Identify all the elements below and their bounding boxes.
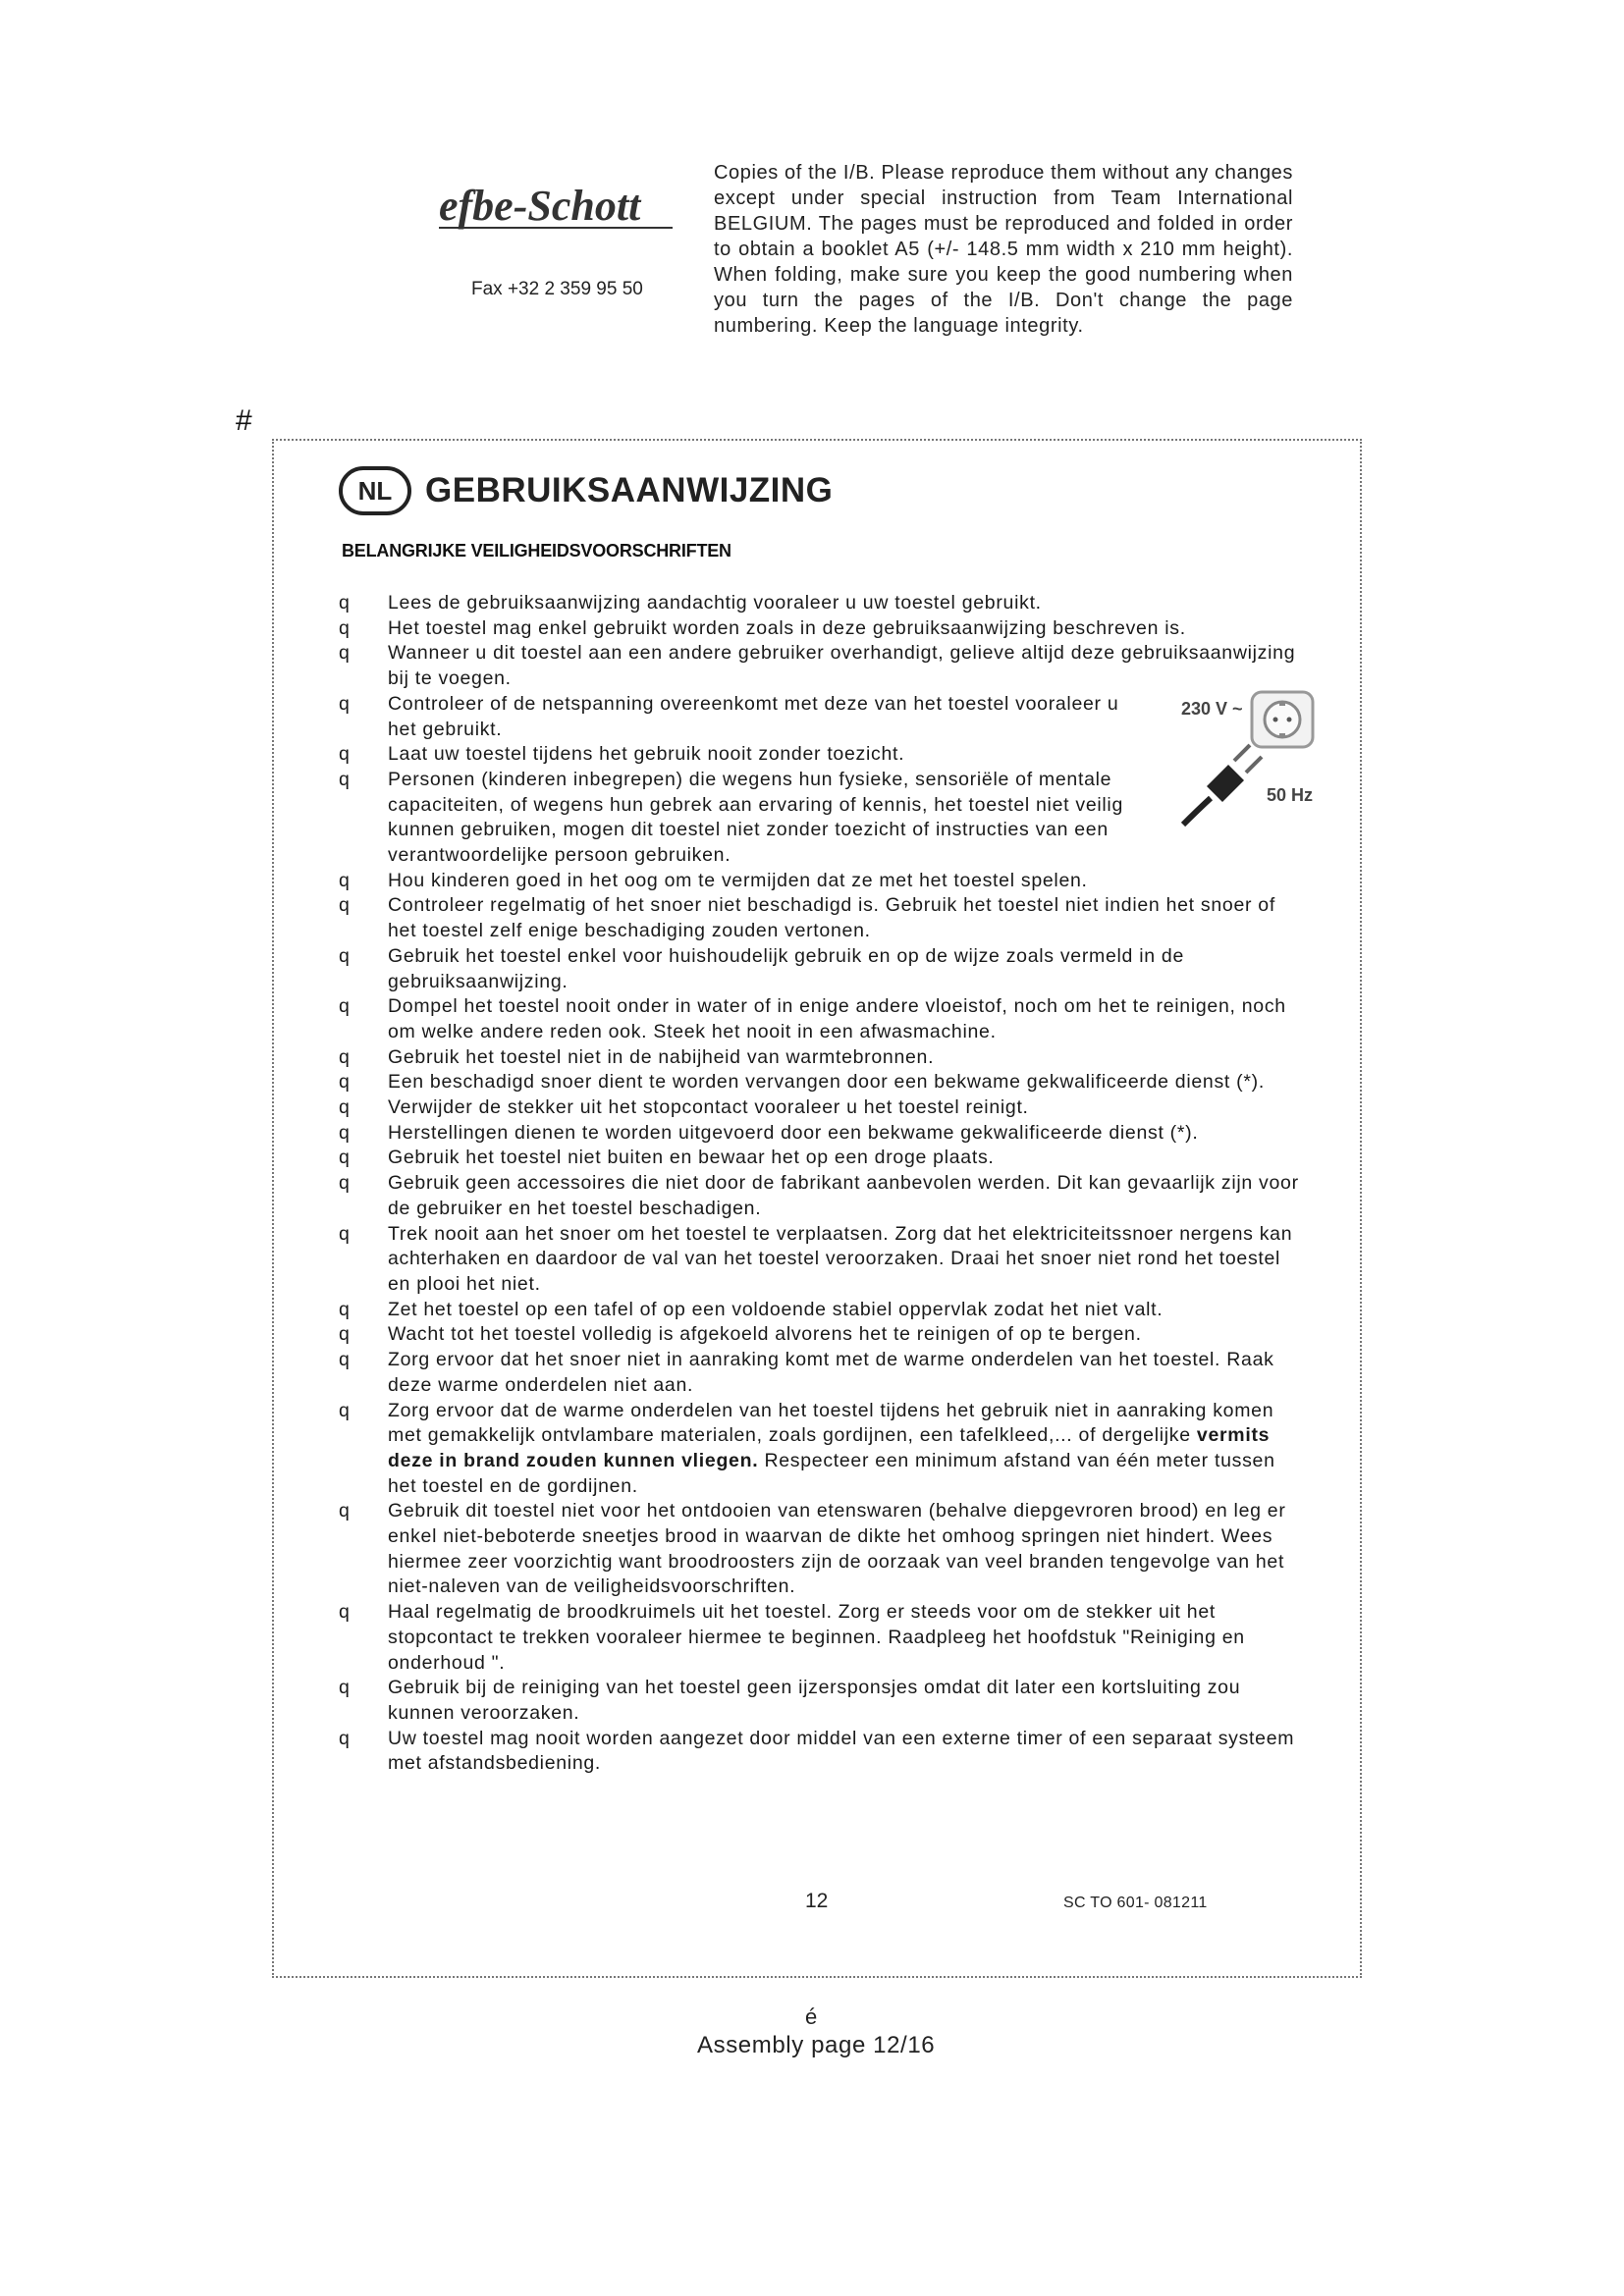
logo-graphic bbox=[437, 177, 682, 236]
list-item: q Personen (kinderen inbegrepen) die wegens hun fysieke, sensoriële of mentale capaciteiten, of wegens hun gebrek aan ervaring of kennis, het toestel niet veilig kunnen gebruiken, mogen dit toestel niet zonder toezicht of instructies van een verantwoordelijke persoon gebruiken. bbox=[339, 768, 1124, 867]
bullet: q bbox=[339, 1096, 351, 1119]
list-item: q Gebruik het toestel niet in de nabijheid van warmtebronnen. bbox=[339, 1045, 1301, 1071]
list-item: q Dompel het toestel nooit onder in water of in enige andere vloeistof, noch om het te reinigen, noch om welke andere reden ook. Steek het nooit in een afwasmachine. bbox=[339, 995, 1286, 1042]
bullet: q bbox=[339, 743, 351, 766]
fax-number: Fax +32 2 359 95 50 bbox=[471, 279, 643, 299]
list-item: q Zorg ervoor dat de warme onderdelen van het toestel tijdens het gebruik niet in aanraking komen met gemakkelijk ontvlambare materialen, zoals gordijnen, een tafelkleed,... of dergelijke vermits deze in brand zouden kunnen vliegen. Respecteer een minimum afstand van één meter tussen het toestel en de gordijnen. bbox=[339, 1399, 1275, 1497]
list-item: q Gebruik dit toestel niet voor het ontdooien van etenswaren (behalve diepgevroren brood) en leg er enkel niet-beboterde sneetjes brood in waarvan de dikte het omhoog springen niet hindert. Wees hiermee zeer voorzichtig want broodroosters zijn de oorzaak van veel branden tengevolge van het niet-naleven van de veiligheidsvoorschriften. bbox=[339, 1500, 1286, 1598]
list-item: q Herstellingen dienen te worden uitgevoerd door een bekwame gekwalificeerde dienst (*). bbox=[339, 1121, 1301, 1147]
manual-heading bbox=[339, 461, 833, 520]
bullet: q bbox=[339, 1298, 351, 1320]
bullet: q bbox=[339, 1121, 351, 1144]
bullet: q bbox=[339, 1601, 351, 1624]
bullet: q bbox=[339, 1045, 351, 1068]
bullet: q bbox=[339, 616, 351, 639]
list-item: q Gebruik geen accessoires die niet door de fabrikant aanbevolen werden. Dit kan gevaarlijk zijn voor de gebruiker en het toestel beschadigen. bbox=[339, 1172, 1299, 1219]
voltage-label: 230 V ~ bbox=[1181, 699, 1243, 719]
svg-text:efbe-Schott: efbe-Schott bbox=[439, 182, 641, 230]
bullet: q bbox=[339, 1727, 351, 1749]
bullet: q bbox=[339, 1323, 351, 1346]
page-number: 12 bbox=[805, 1890, 829, 1912]
bullet: q bbox=[339, 692, 351, 715]
bullet: q bbox=[339, 1172, 351, 1195]
bullet: q bbox=[339, 592, 351, 614]
bullet: q bbox=[339, 1349, 351, 1371]
list-item: q Controleer of de netspanning overeenkomt met deze van het toestel vooraleer u het gebruikt. bbox=[339, 692, 1119, 740]
bullet: q bbox=[339, 1500, 351, 1522]
bold-warning: vermits deze in brand zouden kunnen vliegen. bbox=[388, 1424, 1271, 1471]
bullet: q bbox=[339, 1147, 351, 1169]
frequency-label: 50 Hz bbox=[1267, 785, 1314, 805]
list-item: q Gebruik het toestel enkel voor huishoudelijk gebruik en op de wijze zoals vermeld in de gebruiksaanwijzing. bbox=[339, 944, 1184, 992]
bullet: q bbox=[339, 768, 351, 790]
list-item: q Haal regelmatig de broodkruimels uit het toestel. Zorg er steeds voor om de stekker uit het stopcontact te trekken vooraleer hiermee te beginnen. Raadpleeg het hoofdstuk "Reiniging en onderhoud ". bbox=[339, 1601, 1245, 1674]
bullet: q bbox=[339, 995, 351, 1018]
list-item: q Een beschadigd snoer dient te worden vervangen door een bekwame gekwalificeerde dienst (*). bbox=[339, 1070, 1301, 1095]
footer-symbol: é bbox=[805, 2004, 818, 2029]
manual-title: GEBRUIKSAANWIJZING bbox=[425, 471, 834, 509]
list-item: q Lees de gebruiksaanwijzing aandachtig vooraleer u uw toestel gebruikt. bbox=[339, 591, 1301, 616]
list-item: q Wacht tot het toestel volledig is afgekoeld alvorens het te reinigen of op te bergen. bbox=[339, 1322, 1301, 1348]
language-badge: NL bbox=[339, 466, 411, 515]
bullet: q bbox=[339, 1071, 351, 1094]
list-item: q Wanneer u dit toestel aan een andere gebruiker overhandigt, gelieve altijd deze gebruiksaanwijzing bij te voegen. bbox=[339, 642, 1296, 690]
list-item: q Hou kinderen goed in het oog om te vermijden dat ze met het toestel spelen. bbox=[339, 869, 1301, 894]
list-item: q Verwijder de stekker uit het stopcontact vooraleer u het toestel reinigt. bbox=[339, 1095, 1301, 1121]
bullet: q bbox=[339, 944, 351, 967]
bullet: q bbox=[339, 894, 351, 917]
bullet: q bbox=[339, 1222, 351, 1245]
power-plug-icon bbox=[1173, 741, 1272, 829]
list-item: q Laat uw toestel tijdens het gebruik nooit zonder toezicht. bbox=[339, 742, 1301, 768]
list-item: q Controleer regelmatig of het snoer niet beschadigd is. Gebruik het toestel niet indien het snoer of het toestel zelf enige beschadiging zouden vertonen. bbox=[339, 894, 1275, 942]
list-item: q Uw toestel mag nooit worden aangezet door middel van een externe timer of een separaat systeem met afstandsbediening. bbox=[339, 1727, 1295, 1775]
bullet: q bbox=[339, 1399, 351, 1421]
list-item: q Zet het toestel op een tafel of op een voldoende stabiel oppervlak zodat het niet valt. bbox=[339, 1298, 1301, 1323]
assembly-page-label: Assembly page 12/16 bbox=[697, 2032, 936, 2058]
section-title: BELANGRIJKE VEILIGHEIDSVOORSCHRIFTEN bbox=[342, 541, 731, 561]
hash-mark: # bbox=[236, 404, 252, 437]
efbe-schott-logo bbox=[437, 177, 682, 236]
bullet: q bbox=[339, 869, 351, 891]
list-item: q Zorg ervoor dat het snoer niet in aanraking komt met de warme onderdelen van het toestel. Raak deze warme onderdelen niet aan. bbox=[339, 1349, 1274, 1396]
copy-instructions: Copies of the I/B. Please reproduce them without any changes except under special instruction from Team International BELGIUM. The pages must be reproduced and folded in order to obtain a booklet A5 (+/- 148.5 mm width x 210 mm height). When folding, make sure you keep the good numbering when you turn the pages of the I/B. Don't change the page numbering. Keep the language integrity. bbox=[714, 162, 1293, 337]
list-item: q Gebruik het toestel niet buiten en bewaar het op een droge plaats. bbox=[339, 1146, 1301, 1171]
list-item: q Het toestel mag enkel gebruikt worden zoals in deze gebruiksaanwijzing beschreven is. bbox=[339, 616, 1301, 642]
list-item: q Gebruik bij de reiniging van het toestel geen ijzersponsjes omdat dit later een kortsluiting zou kunnen veroorzaken. bbox=[339, 1677, 1241, 1724]
list-item: q Trek nooit aan het snoer om het toestel te verplaatsen. Zorg dat het elektriciteitssnoer nergens kan achterhaken en daardoor de val van het toestel veroorzaken. Draai het snoer niet rond het toestel en plooi het niet. bbox=[339, 1222, 1293, 1295]
bullet: q bbox=[339, 642, 351, 665]
bullet: q bbox=[339, 1677, 351, 1699]
model-code: SC TO 601- 081211 bbox=[1063, 1895, 1208, 1911]
safety-rules-list bbox=[339, 591, 1301, 1777]
